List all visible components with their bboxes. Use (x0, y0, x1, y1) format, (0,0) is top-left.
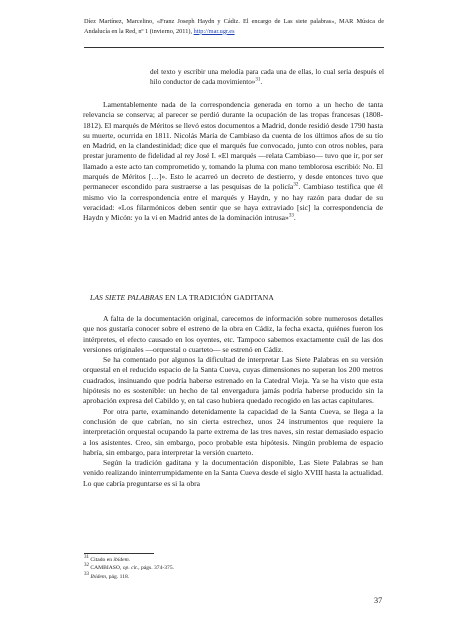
section-heading (90, 293, 274, 302)
block-quote-tail: del texto y escribir una melodía para cada una de ellas, lo cual sería después el hilo conductor de cada movimiento»$^{31}$. (150, 68, 384, 87)
footnote-text: CAMBIASO, (90, 565, 122, 572)
footnote-italic: Ibídem (90, 573, 106, 580)
paragraph-text: . Cambiaso testifica que él mismo vio la correspondencia entre el marqués y Haydn, y no hay razón para dudar de su veracidad: «Los filarmónicos deben sentir que se haya extraviado [sic] la correspondencia de Haydn y Micón: yo la vi en Madrid antes de la dominación intrusa» (83, 182, 384, 223)
paragraph (83, 100, 383, 224)
paragraph-text: Lamentablemente nada de la correspondencia generada en torno a un hecho de tanta relevancia se conserva; al parecer se perdió durante la ocupación de las tropas francesas (1808-1812). El marqués de Méritos se llevó estos documentos a Madrid, donde residió desde 1790 hasta su muerte, ocurrida en 1811. Nicolás María de Cambiaso da cuenta de los últimos años de su tío en Madrid, en la clandestinidad; dice que el marqués fue convocado, junto con otros nobles, para prestar juramento de fidelidad al rey José I. «El marqués —relata Cambiaso— tuvo que ir, por ser llamado a este acto tan comprometido y, tomando la pluma con mano temblorosa escribió: No. El marqués de Méritos […]». Esto le acarreó un decreto de destierro, y desde entonces tuvo que permanecer escondido para sustraerse a las pesquisas de la policía (83, 100, 383, 192)
header-divider (84, 47, 384, 48)
header-citation: Díez Martínez, Marcelino, «Franz Joseph Haydn y Cádiz. El encargo de Las siete palabras», MAR Música de Andalucía en la Red, nº 1 (invierno, 2011), (84, 18, 384, 35)
section-heading-rest: EN LA TRADICIÓN GADITANA (162, 293, 274, 302)
paragraph-text: A falta de la documentación original, carecemos de información sobre numerosos detalles que nos gustaría conocer sobre el estreno de la obra en Cádiz, la fecha exacta, quiénes fueron los intérpretes, el efecto causado en los oyentes, etc. Tampoco sabemos exactamente cuál de las dos versiones originales —orquestal o cuarteto— se estrenó en Cádiz. (83, 314, 383, 354)
body-text-top (83, 100, 383, 224)
footnote-ref[interactable]: 32 (293, 182, 299, 188)
paragraph (83, 458, 383, 489)
footnote-divider (84, 553, 154, 554)
footnote-text: , págs. 374-375. (138, 565, 175, 572)
footnote-italic: ibídem (113, 557, 129, 563)
footnote-text: , pág. 118. (105, 573, 130, 580)
footnote (84, 564, 384, 572)
paragraph-text: . (293, 213, 296, 223)
footnote (84, 573, 384, 581)
paragraph (83, 314, 383, 355)
paragraph-text: Por otra parte, examinando detenidamente la capacidad de la Santa Cueva, se llega a la conclusión de que cabrían, no sin cierta estrechez, unos 24 instrumentos que requiere la interpretación orquestal ocupando la parte extrema de las tres naves, sin restar demasiado espacio a los asistentes. Creo, sin embargo, poco probable esta hipótesis. Ningún problema de espacio habría, sin embargo, para interpretar la versión cuarteto. (83, 406, 383, 457)
paragraph (83, 407, 383, 458)
footnote-ref[interactable]: 33 (288, 213, 294, 219)
quote-text: del texto y escribir una melodía para cada una de ellas, lo cual sería después el hilo conductor de cada movimiento» (150, 68, 384, 87)
footnote-ref[interactable]: 31 (255, 77, 261, 83)
paragraph-text: Se ha comentado por algunos la dificultad de interpretar Las Siete Palabras en su versión orquestal en el reducido espacio de la Santa Cueva, cuyas dimensiones no superan los 200 metros cuadrados, insinuando que podría haberse estrenado en la Catedral Vieja. Ya se ha visto que esta hipótesis no es sostenible: un hecho de tal envergadura jamás podría haberse producido sin la aprobación expresa del Cabildo y, en tal caso hubiera quedado recogido en las actas capitulares. (83, 355, 383, 406)
footnote-italic: op. cit. (122, 565, 139, 572)
body-text-bottom (83, 314, 383, 489)
footnote-number: 31 (84, 555, 89, 561)
paragraph-text: Según la tradición gaditana y la documentación disponible, Las Siete Palabras se han venido realizando ininterrumpidamente en la Santa Cueva desde el siglo XVIII hasta la actualidad. Lo que cabría preguntarse es si la obra (83, 458, 383, 488)
running-header (84, 17, 384, 36)
paragraph (83, 355, 383, 406)
footnote (84, 556, 384, 564)
header-link[interactable]: http://mar.ugr.es (193, 27, 235, 35)
section-heading-italic: LAS SIETE PALABRAS (90, 293, 163, 302)
footnote-number: 32 (84, 563, 89, 569)
footnote-number: 33 (84, 571, 89, 577)
footnotes (84, 556, 384, 581)
page-number: 37 (374, 596, 383, 605)
footnote-text: . (128, 557, 131, 563)
footnote-text: Citado en (90, 557, 113, 563)
